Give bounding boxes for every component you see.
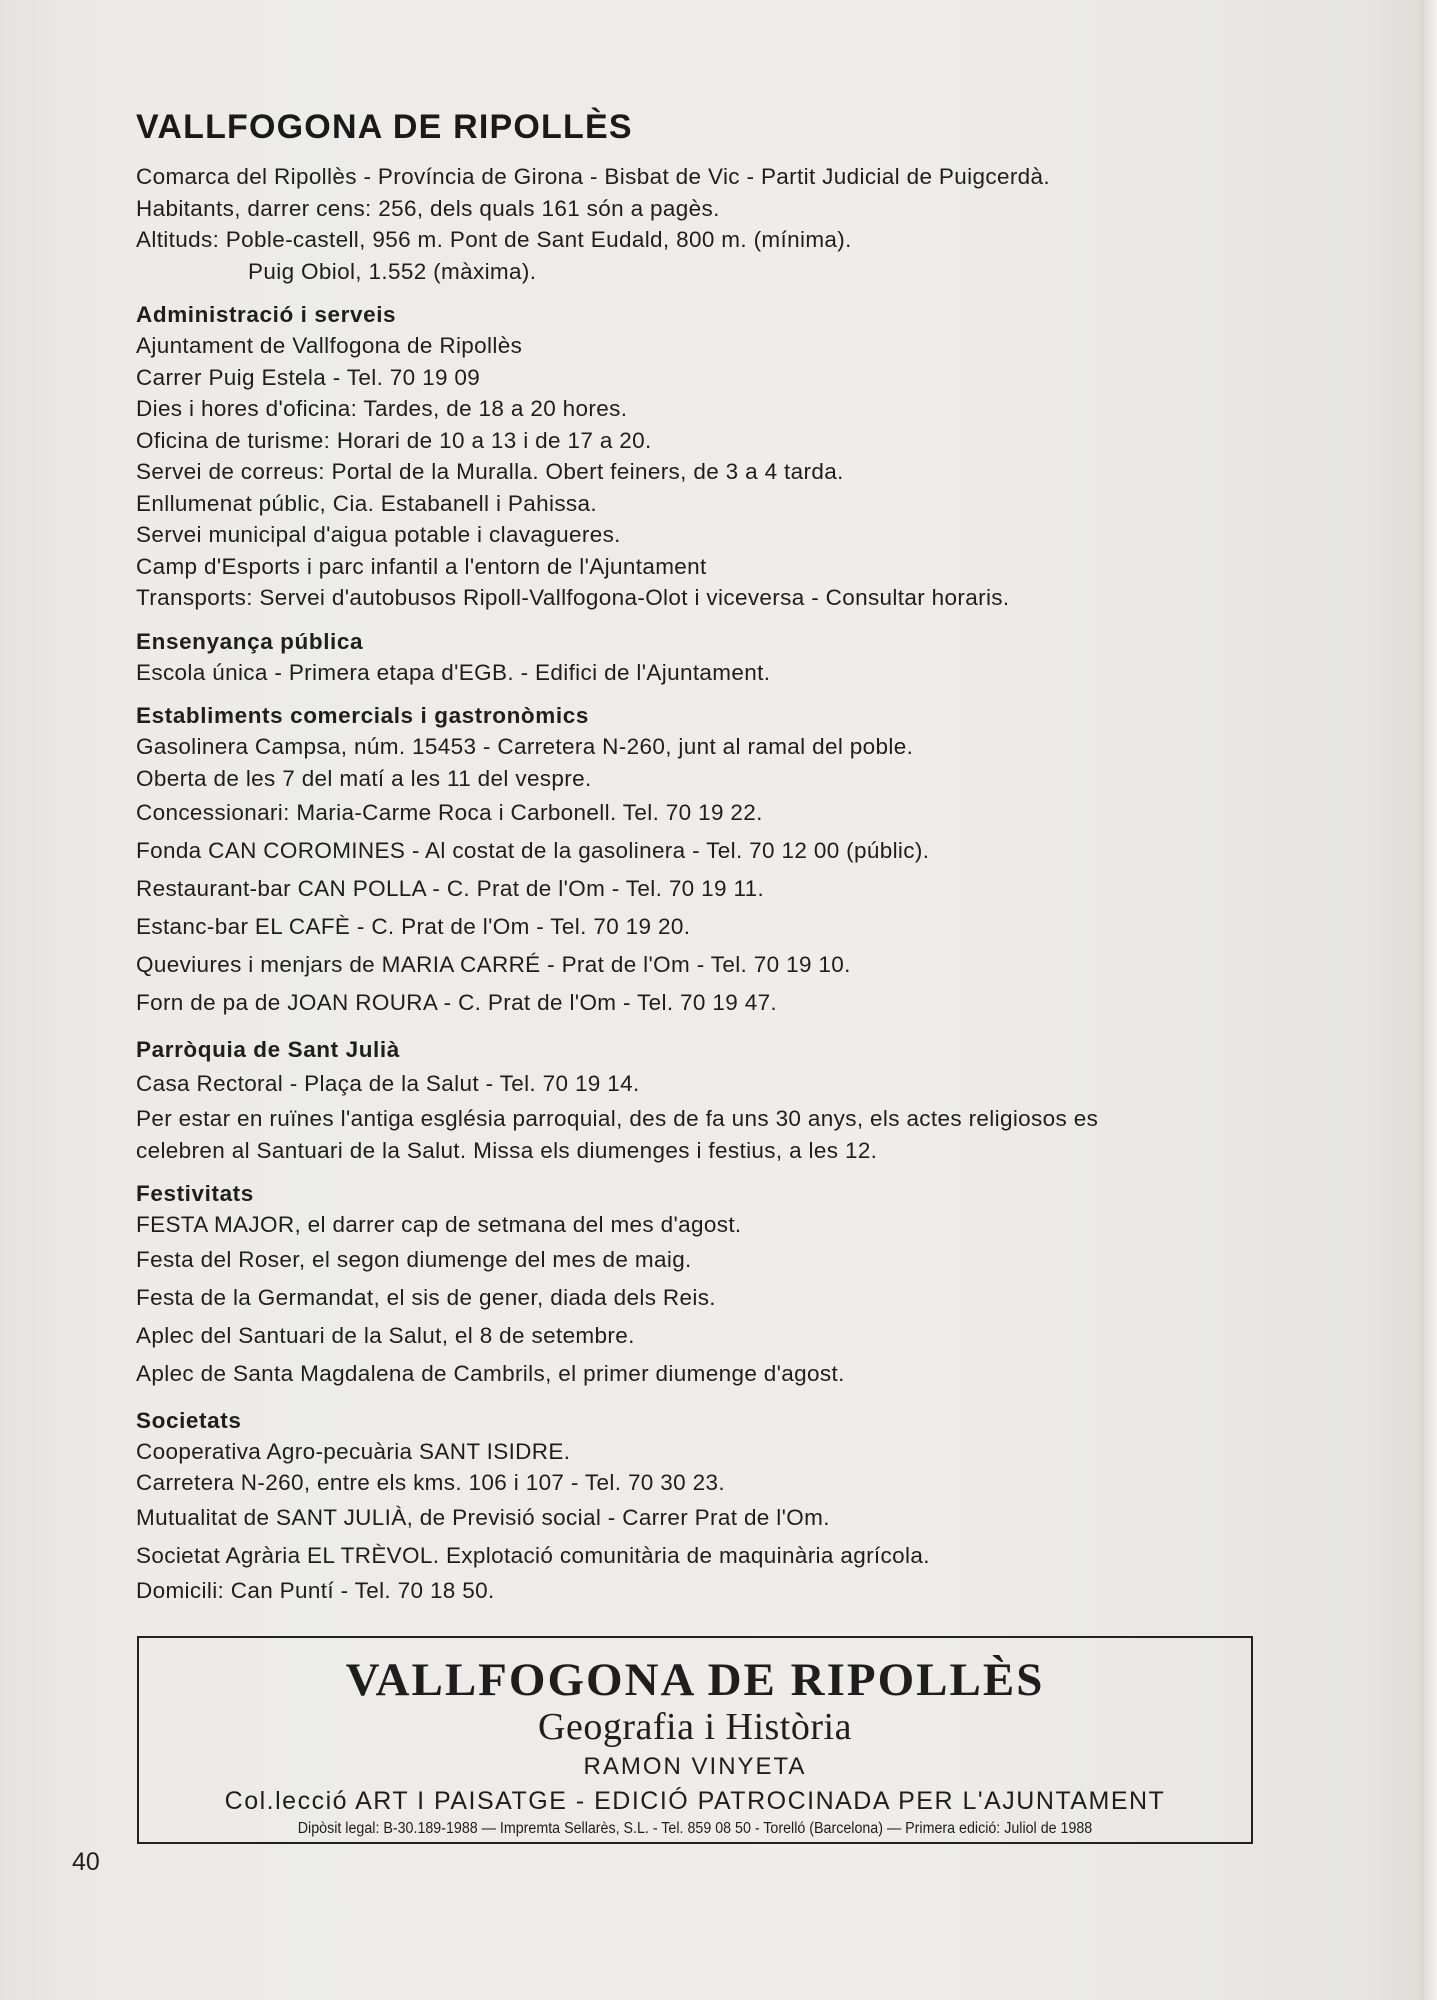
section-line: Restaurant-bar CAN POLLA - C. Prat de l'Om - Tel. 70 19 11. (136, 876, 765, 901)
intro-line: Habitants, darrer cens: 256, dels quals 161 són a pagès. (136, 195, 720, 221)
page-number: 40 (72, 1848, 100, 1876)
book-collection: Col.lecció ART I PAISATGE - EDICIÓ PATROCINADA PER L'AJUNTAMENT (224, 1787, 1166, 1815)
section-line: FESTA MAJOR, el darrer cap de setmana del mes d'agost. (136, 1212, 742, 1237)
section-heading: Establiments comercials i gastronòmics (136, 703, 589, 728)
page-title: VALLFOGONA DE RIPOLLÈS (136, 108, 633, 146)
section-line: Domicili: Can Puntí - Tel. 70 18 50. (136, 1577, 495, 1603)
section-establiments (136, 700, 1286, 1022)
section-line: Casa Rectoral - Plaça de la Salut - Tel. 70 19 14. (136, 1071, 640, 1096)
section-heading: Societats (136, 1407, 242, 1433)
section-line: Oficina de turisme: Horari de 10 a 13 i de 17 a 20. (136, 427, 652, 453)
section-line: Societat Agrària EL TRÈVOL. Explotació comunitària de maquinària agrícola. (136, 1542, 930, 1568)
section-heading: Administració i serveis (136, 302, 397, 327)
section-line: Mutualitat de SANT JULIÀ, de Previsió social - Carrer Prat de l'Om. (136, 1504, 830, 1530)
intro-line: Puig Obiol, 1.552 (màxima). (248, 258, 537, 284)
section-line: Oberta de les 7 del matí a les 11 del vespre. (136, 765, 592, 791)
section-line: Queviures i menjars de MARIA CARRÉ - Prat de l'Om - Tel. 70 19 10. (136, 952, 851, 977)
book-subtitle: Geografia i Història (538, 1706, 852, 1748)
section-parroquia (136, 1034, 1286, 1166)
section-line: Transports: Servei d'autobusos Ripoll-Vallfogona-Olot i viceversa - Consultar horaris. (136, 585, 1010, 610)
section-line: Per estar en ruïnes l'antiga església parroquial, des de fa uns 30 anys, els actes religiosos es (136, 1106, 1099, 1131)
section-admin (136, 299, 1286, 614)
section-line: Aplec de Santa Magdalena de Cambrils, el primer diumenge d'agost. (136, 1360, 845, 1386)
section-line: Camp d'Esports i parc infantil a l'entorn de l'Ajuntament (136, 553, 707, 579)
section-line: celebren al Santuari de la Salut. Missa els diumenges i festius, a les 12. (136, 1137, 878, 1163)
book-info-box (137, 1636, 1253, 1844)
section-line: Escola única - Primera etapa d'EGB. - Edifici de l'Ajuntament. (136, 659, 771, 685)
section-line: Forn de pa de JOAN ROURA - C. Prat de l'Om - Tel. 70 19 47. (136, 990, 778, 1015)
section-festivitats (136, 1178, 1286, 1393)
section-line: Enllumenat públic, Cia. Estabanell i Pahissa. (136, 490, 597, 516)
intro-line: Comarca del Ripollès - Província de Girona - Bisbat de Vic - Partit Judicial de Puigcerdà. (136, 164, 1050, 189)
section-heading: Festivitats (136, 1181, 254, 1206)
page-edge (1421, 0, 1437, 2000)
section-line: Gasolinera Campsa, núm. 15453 - Carretera N-260, junt al ramal del poble. (136, 734, 914, 759)
section-line: Fonda CAN COROMINES - Al costat de la gasolinera - Tel. 70 12 00 (públic). (136, 838, 930, 863)
section-line: Servei municipal d'aigua potable i clavagueres. (136, 522, 621, 547)
section-heading: Parròquia de Sant Julià (136, 1037, 400, 1062)
intro-line: Altituds: Poble-castell, 956 m. Pont de Sant Eudald, 800 m. (mínima). (136, 227, 852, 252)
intro-block (136, 161, 1286, 287)
section-line: Festa del Roser, el segon diumenge del mes de maig. (136, 1246, 692, 1272)
section-line: Festa de la Germandat, el sis de gener, diada dels Reis. (136, 1284, 716, 1310)
section-line: Concessionari: Maria-Carme Roca i Carbonell. Tel. 70 19 22. (136, 800, 763, 825)
section-line: Aplec del Santuari de la Salut, el 8 de setembre. (136, 1322, 635, 1348)
book-author: RAMON VINYETA (583, 1753, 807, 1780)
book-title: VALLFOGONA DE RIPOLLÈS (345, 1654, 1045, 1706)
page-content (136, 108, 1286, 1606)
book-legal-notice: Dipòsit legal: B-30.189-1988 — Impremta Sellarès, S.L. - Tel. 859 08 50 - Torelló (Barcelona) — Primera edició: Juliol de 1988 (297, 1820, 1093, 1837)
section-line: Dies i hores d'oficina: Tardes, de 18 a 20 hores. (136, 396, 628, 421)
section-ensenyanca (136, 626, 1286, 689)
section-line: Carrer Puig Estela - Tel. 70 19 09 (136, 364, 481, 390)
section-line: Carretera N-260, entre els kms. 106 i 107 - Tel. 70 30 23. (136, 1470, 725, 1495)
section-line: Cooperativa Agro-pecuària SANT ISIDRE. (136, 1438, 571, 1464)
section-line: Ajuntament de Vallfogona de Ripollès (136, 333, 523, 358)
section-societats (136, 1405, 1286, 1607)
section-line: Servei de correus: Portal de la Muralla. Obert feiners, de 3 a 4 tarda. (136, 459, 844, 484)
section-heading: Ensenyança pública (136, 628, 364, 654)
section-line: Estanc-bar EL CAFÈ - C. Prat de l'Om - Tel. 70 19 20. (136, 914, 691, 939)
